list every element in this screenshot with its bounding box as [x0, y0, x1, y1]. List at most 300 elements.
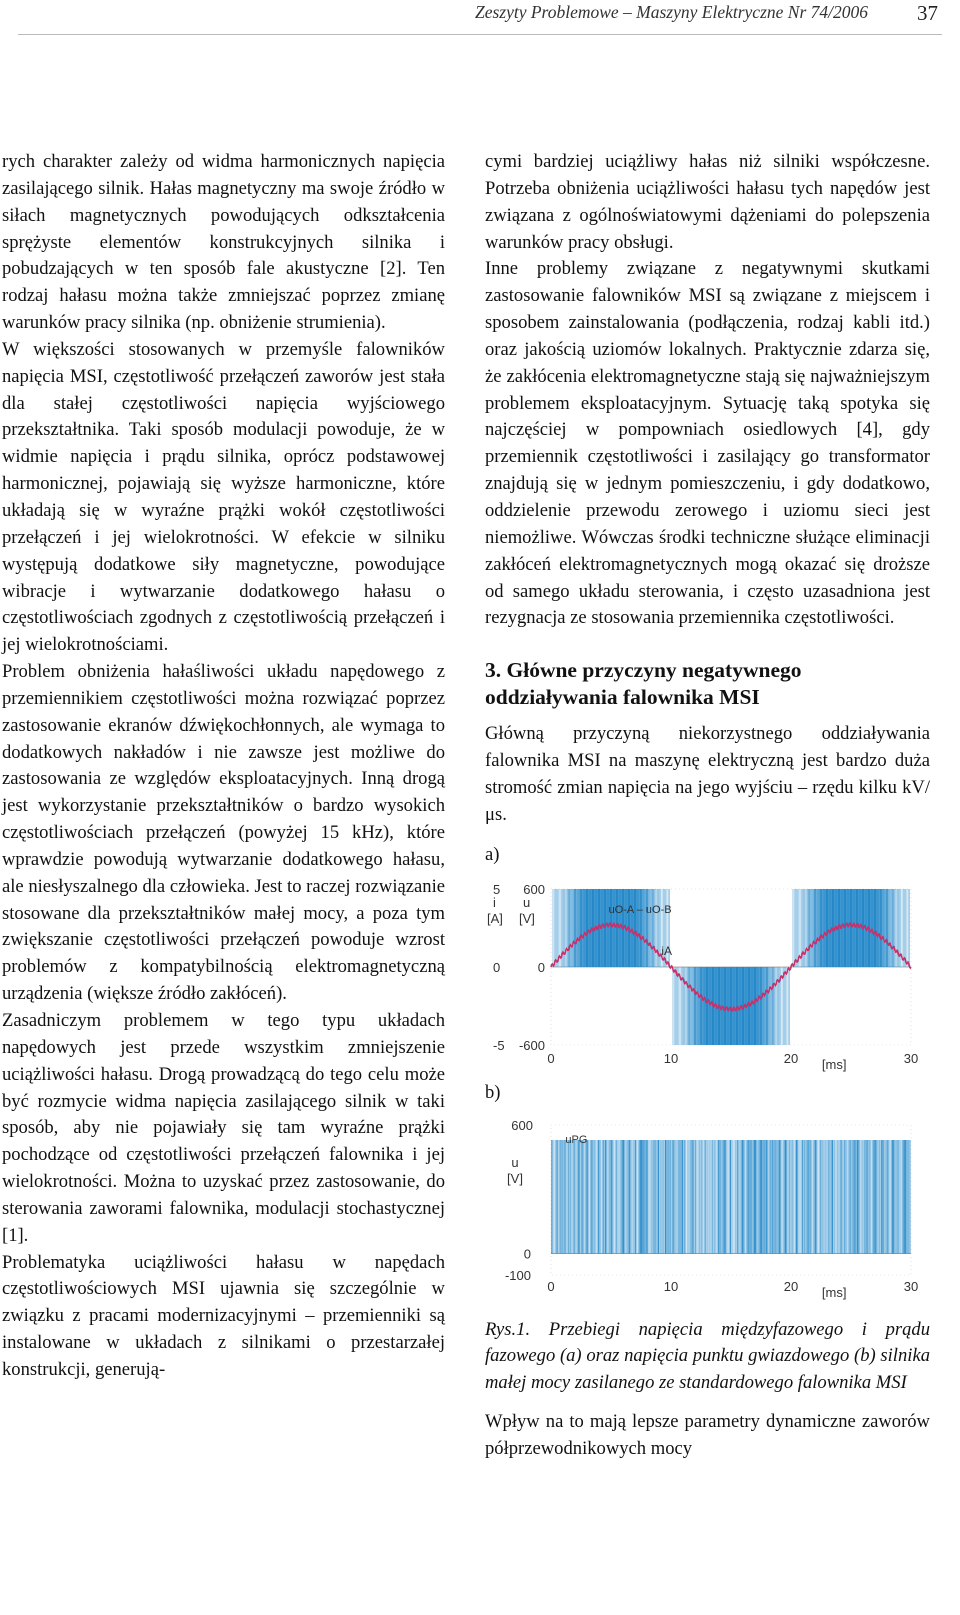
pwm-pulse — [700, 967, 701, 1045]
pwm-pulse — [617, 889, 618, 967]
pwm-pulse — [598, 1140, 599, 1254]
pwm-pulse — [648, 889, 649, 967]
pwm-pulse — [875, 889, 876, 967]
pwm-pulse — [578, 1140, 579, 1254]
pwm-pulse — [888, 1140, 889, 1254]
pwm-pulse — [760, 1140, 761, 1254]
pwm-pulse — [765, 1140, 766, 1254]
pwm-pulse — [740, 1140, 741, 1254]
pwm-pulse — [744, 1140, 745, 1254]
pwm-pulse — [762, 967, 763, 1045]
pwm-pulse — [650, 889, 651, 967]
pwm-pulse — [653, 1140, 654, 1254]
pwm-pulse — [757, 967, 758, 1045]
pwm-pulse — [654, 1140, 655, 1254]
right-tick-label: 0 — [537, 959, 545, 975]
pwm-pulse — [737, 1140, 738, 1254]
pwm-pulse — [807, 889, 808, 967]
pwm-pulse — [873, 889, 874, 967]
pwm-pulse — [777, 967, 778, 1045]
pwm-pulse — [653, 889, 654, 967]
pwm-pulse — [580, 889, 581, 967]
pwm-pulse — [662, 1140, 663, 1254]
pwm-pulse — [640, 889, 641, 967]
pwm-pulse — [630, 1140, 631, 1254]
pwm-pulse — [601, 1140, 602, 1254]
pwm-pulse — [730, 967, 731, 1045]
pwm-pulse — [603, 889, 604, 967]
pwm-pulse — [845, 1140, 846, 1254]
pwm-pulse — [876, 889, 877, 967]
pwm-pulse — [566, 889, 567, 967]
pwm-pulse — [759, 1140, 760, 1254]
pwm-pulse — [831, 1140, 832, 1254]
left-tick-label: -5 — [493, 1037, 505, 1053]
pwm-pulse — [766, 1140, 767, 1254]
pwm-pulse — [808, 889, 809, 967]
pwm-pulse — [882, 889, 883, 967]
pwm-pulse — [725, 1140, 726, 1254]
pwm-pulse — [894, 1140, 895, 1254]
pwm-pulse — [876, 1140, 877, 1254]
pwm-pulse — [747, 1140, 748, 1254]
pwm-pulse — [651, 889, 652, 967]
pwm-pulse — [820, 889, 821, 967]
pwm-pulse — [585, 1140, 586, 1254]
figure-b-plot-area — [551, 1125, 911, 1275]
pwm-pulse — [589, 1140, 590, 1254]
header-rule — [18, 34, 942, 35]
pwm-pulse — [867, 1140, 868, 1254]
pwm-pulse — [621, 1140, 622, 1254]
pwm-pulse — [678, 1140, 679, 1254]
section-heading: 3. Główne przyczyny negatywnego oddziaływania falownika MSI — [485, 658, 802, 710]
pwm-pulse — [639, 889, 640, 967]
pwm-pulse — [565, 889, 566, 967]
pwm-pulse — [874, 1140, 875, 1254]
pwm-pulse — [682, 1140, 683, 1254]
pwm-pulse — [730, 1140, 731, 1254]
pwm-pulse — [644, 1140, 645, 1254]
pwm-pulse — [847, 889, 848, 967]
pwm-pulse — [712, 1140, 713, 1254]
pwm-pulse — [698, 967, 699, 1045]
pwm-pulse — [620, 1140, 621, 1254]
pwm-pulse — [622, 1140, 623, 1254]
left-axis-unit: [A] — [487, 910, 503, 926]
legend-voltage: uPG — [565, 1133, 588, 1146]
pwm-pulse — [777, 1140, 778, 1254]
pwm-pulse — [607, 889, 608, 967]
pwm-pulse — [844, 1140, 845, 1254]
pwm-pulse — [789, 1140, 790, 1254]
pwm-pulse — [603, 1140, 604, 1254]
pwm-pulse — [904, 1140, 905, 1254]
pwm-pulse — [588, 889, 589, 967]
pwm-pulse — [854, 1140, 855, 1254]
pwm-pulse — [875, 1140, 876, 1254]
pwm-pulse — [857, 889, 858, 967]
pwm-pulse — [753, 1140, 754, 1254]
pwm-pulse — [786, 1140, 787, 1254]
pwm-pulse — [729, 967, 730, 1045]
x-tick-label: 10 — [663, 1278, 679, 1294]
pwm-pulse — [706, 967, 707, 1045]
right-axis-unit: [V] — [519, 910, 535, 926]
pwm-pulse — [779, 1140, 780, 1254]
figure-label-b: b) — [485, 1081, 501, 1103]
pwm-pulse — [704, 1140, 705, 1254]
pwm-pulse — [896, 889, 897, 967]
pwm-pulse — [714, 1140, 715, 1254]
right-tick-label: -600 — [518, 1037, 545, 1053]
pwm-pulse — [647, 889, 648, 967]
pwm-pulse — [898, 1140, 899, 1254]
pwm-pulse — [669, 1140, 670, 1254]
pwm-pulse — [596, 1140, 597, 1254]
pwm-pulse — [639, 1140, 640, 1254]
pwm-pulse — [891, 1140, 892, 1254]
pwm-pulse — [735, 1140, 736, 1254]
pwm-pulse — [629, 1140, 630, 1254]
pwm-pulse — [551, 1140, 552, 1254]
pwm-pulse — [756, 967, 757, 1045]
y-tick-label: -100 — [504, 1267, 531, 1283]
pwm-pulse — [908, 1140, 909, 1254]
pwm-pulse — [641, 889, 642, 967]
pwm-pulse — [627, 1140, 628, 1254]
pwm-pulse — [610, 1140, 611, 1254]
pwm-pulse — [881, 889, 882, 967]
pwm-pulse — [805, 889, 806, 967]
pwm-pulse — [797, 1140, 798, 1254]
pwm-pulse — [769, 1140, 770, 1254]
pwm-pulse — [681, 1140, 682, 1254]
pwm-pulse — [809, 1140, 810, 1254]
pwm-pulse — [646, 1140, 647, 1254]
pwm-pulse — [774, 1140, 775, 1254]
paragraph: rych charakter zależy od widma harmonicznych napięcia zasilającego silnik. Hałas magnetyczny ma swoje źródło w siłach magnetycznych powodujących odkształcenia sprężyste elementów konstrukcyjnych silnika i pobudzających w ten sposób fale akustyczne [2]. Ten rodzaj hałasu można także zmniejszać poprzez zmianę warunków pracy silnika (np. obniżenie strumienia). — [2, 151, 445, 334]
pwm-pulse — [609, 889, 610, 967]
pwm-pulse — [826, 889, 827, 967]
pwm-pulse — [767, 1140, 768, 1254]
pwm-pulse — [644, 889, 645, 967]
pwm-pulse — [695, 1140, 696, 1254]
pwm-pulse — [871, 1140, 872, 1254]
pwm-pulse — [771, 1140, 772, 1254]
pwm-pulse — [849, 889, 850, 967]
pwm-pulse — [812, 889, 813, 967]
pwm-pulse — [741, 1140, 742, 1254]
pwm-pulse — [727, 967, 728, 1045]
pwm-pulse — [808, 1140, 809, 1254]
pwm-pulse — [689, 967, 690, 1045]
pwm-pulse — [569, 889, 570, 967]
pwm-pulse — [755, 1140, 756, 1254]
pwm-pulse — [806, 1140, 807, 1254]
pwm-pulse — [586, 1140, 587, 1254]
pwm-pulse — [599, 1140, 600, 1254]
pwm-pulse — [666, 1140, 667, 1254]
pwm-pulse — [631, 889, 632, 967]
pwm-pulse — [566, 1140, 567, 1254]
pwm-pulse — [719, 1140, 720, 1254]
pwm-pulse — [696, 967, 697, 1045]
pwm-pulse — [881, 1140, 882, 1254]
pwm-pulse — [647, 1140, 648, 1254]
pwm-pulse — [856, 1140, 857, 1254]
pwm-pulse — [556, 1140, 557, 1254]
pwm-pulse — [636, 889, 637, 967]
pwm-pulse — [885, 889, 886, 967]
pwm-pulse — [672, 1140, 673, 1254]
pwm-pulse — [567, 889, 568, 967]
pwm-pulse — [800, 1140, 801, 1254]
x-tick-label: 10 — [663, 1050, 679, 1066]
pwm-pulse — [847, 1140, 848, 1254]
pwm-pulse — [856, 889, 857, 967]
pwm-pulse — [810, 889, 811, 967]
paragraph: Główną przyczyną niekorzystnego oddziaływania falownika MSI na maszynę elektryczną jest bardzo duża stromość zmian napięcia na jego wyjściu – rzędu kilku kV/μs. — [485, 723, 930, 825]
x-tick-label: 20 — [783, 1050, 799, 1066]
pwm-pulse — [708, 967, 709, 1045]
pwm-pulse — [738, 1140, 739, 1254]
x-tick-label: 20 — [783, 1278, 799, 1294]
pwm-pulse — [886, 889, 887, 967]
pwm-pulse — [568, 889, 569, 967]
pwm-pulse — [759, 967, 760, 1045]
pwm-pulse — [886, 1140, 887, 1254]
pwm-pulse — [770, 967, 771, 1045]
pwm-pulse — [578, 889, 579, 967]
pwm-pulse — [646, 889, 647, 967]
pwm-pulse — [735, 967, 736, 1045]
pwm-pulse — [628, 1140, 629, 1254]
pwm-pulse — [637, 889, 638, 967]
figure-caption: Rys.1. Przebiegi napięcia międzyfazowego i prądu fazowego (a) oraz napięcia punktu gwiazdowego (b) silnika małej mocy zasilanego ze standardowego falownika MSI — [485, 1318, 930, 1394]
right-axis-label: u — [523, 894, 531, 910]
pwm-pulse — [575, 889, 576, 967]
pwm-pulse — [656, 1140, 657, 1254]
pwm-pulse — [570, 1140, 571, 1254]
pwm-pulse — [891, 889, 892, 967]
pwm-pulse — [767, 967, 768, 1045]
pwm-pulse — [613, 889, 614, 967]
pwm-pulse — [650, 1140, 651, 1254]
x-tick-label: 0 — [547, 1278, 555, 1294]
pwm-pulse — [685, 967, 686, 1045]
pwm-pulse — [560, 1140, 561, 1254]
pwm-pulse — [761, 1140, 762, 1254]
pwm-pulse — [625, 1140, 626, 1254]
pwm-pulse — [814, 889, 815, 967]
pwm-pulse — [860, 1140, 861, 1254]
pwm-pulse — [823, 1140, 824, 1254]
pwm-pulse — [842, 1140, 843, 1254]
pwm-pulse — [661, 1140, 662, 1254]
pwm-pulse — [819, 889, 820, 967]
paragraph: Inne problemy związane z negatywnymi skutkami zastosowanie falowników MSI są związane z miejscem i sposobem zainstalowania (podłączenia, rodzaj kabli itd.) oraz jakością uziomów lokalnych. Praktycznie zdarza się, że zakłócenia elektromagnetyczne stają się najważniejszym problemem eksploatacyjnym. Sytuację taką spotyka się najczęściej w pompowniach osiedlowych [4], gdy przemiennik częstotliwości i zasilający go transformator znajdują się w jednym pomieszczeniu, i gdy dodatkowo, oddzielenie przewodu zerowego i uziomu sieci jest niemożliwe. Wówczas środki techniczne służące eliminacji zakłóceń elektromagnetycznych mogą okazać się droższe od samego układu sterowania, i często uzasadniona jest rezygnacja ze stosowania przemiennika częstotliwości. — [485, 258, 930, 629]
pwm-pulse — [582, 1140, 583, 1254]
pwm-pulse — [785, 1140, 786, 1254]
pwm-pulse — [606, 889, 607, 967]
pwm-pulse — [651, 1140, 652, 1254]
pwm-pulse — [605, 1140, 606, 1254]
pwm-pulse — [882, 1140, 883, 1254]
pwm-pulse — [815, 1140, 816, 1254]
pwm-pulse — [699, 967, 700, 1045]
pwm-pulse — [635, 889, 636, 967]
pwm-pulse — [837, 1140, 838, 1254]
pwm-pulse — [784, 1140, 785, 1254]
paragraph: Zasadniczym problemem w tego typu układach napędowych jest przede wszystkim zmniejszenie uciążliwości hałasu. Drogą prowadzącą do tego celu może być rozmycie widma napięcia zasilającego silnik w taki sposób, aby nie pojawiały się tam wyraźne prążki pochodzące od częstotliwości przełączeń falownika i jej wielokrotności. Można to uzyskać przez zastosowanie, do sterowania zaworami falownika, modulacji stochastycznej [1]. — [2, 1010, 445, 1246]
pwm-pulse — [753, 967, 754, 1045]
pwm-pulse — [832, 1140, 833, 1254]
pwm-pulse — [557, 1140, 558, 1254]
pwm-pulse — [552, 1140, 553, 1254]
pwm-pulse — [612, 889, 613, 967]
x-tick-label: 30 — [903, 1278, 919, 1294]
pwm-pulse — [630, 889, 631, 967]
pwm-pulse — [754, 967, 755, 1045]
pwm-pulse — [830, 1140, 831, 1254]
pwm-pulse — [626, 1140, 627, 1254]
pwm-pulse — [855, 1140, 856, 1254]
pwm-pulse — [731, 967, 732, 1045]
journal-title: Zeszyty Problemowe – Maszyny Elektryczne Nr 74/2006 — [474, 2, 868, 22]
pwm-pulse — [663, 1140, 664, 1254]
pwm-pulse — [773, 967, 774, 1045]
pwm-pulse — [858, 1140, 859, 1254]
pwm-pulse — [693, 1140, 694, 1254]
pwm-pulse — [705, 1140, 706, 1254]
pwm-pulse — [909, 1140, 910, 1254]
pwm-pulse — [686, 967, 687, 1045]
pwm-pulse — [574, 889, 575, 967]
pwm-pulse — [573, 1140, 574, 1254]
pwm-pulse — [615, 889, 616, 967]
pwm-pulse — [693, 967, 694, 1045]
pwm-pulse — [684, 1140, 685, 1254]
pwm-pulse — [568, 1140, 569, 1254]
left-axis-label: i — [493, 894, 496, 910]
pwm-pulse — [665, 1140, 666, 1254]
pwm-pulse — [895, 889, 896, 967]
pwm-pulse — [705, 967, 706, 1045]
pwm-pulse — [609, 1140, 610, 1254]
pwm-pulse — [888, 889, 889, 967]
pwm-pulse — [821, 889, 822, 967]
paragraph: Wpływ na to mają lepsze parametry dynamiczne zaworów półprzewodnikowych mocy — [485, 1411, 930, 1459]
pwm-pulse — [751, 967, 752, 1045]
paragraph: Problematyka uciążliwości hałasu w napędach częstotliwościowych MSI ujawnia się szczególnie w związku z pracami modernizacyjnymi – przemienniki są instalowane w układach z silnikami o przestarzałej konstrukcji, generują- — [2, 1251, 445, 1380]
pwm-pulse — [780, 1140, 781, 1254]
paragraph: Problem obniżenia hałaśliwości układu napędowego z przemiennikiem częstotliwości można rozwiązać poprzez zastosowanie ekranów dźwiękochłonnych, ale wymaga to dodatkowych nakładów i nie zawsze jest możliwe do zastosowania ze względów eksploatacyjnych. Inną drogą jest wykorzystanie przekształtników o bardzo wysokich częstotliwościach przełączeń (powyżej 15 kHz), które wprawdzie powodują wytwarzanie dodatkowego hałasu, ale niesłyszalnego dla człowieka. Jest to raczej rozwiązanie stosowane dla przekształtników małej mocy, a poza tym zwiększanie częstotliwości przełączeń powoduje wzrost problemów z kompatybilnością elektromagnetyczną urządzenia (większe źródło zakłóceń). — [2, 661, 445, 1005]
pwm-pulse — [564, 1140, 565, 1254]
pwm-pulse — [570, 889, 571, 967]
pwm-pulse — [773, 1140, 774, 1254]
pwm-pulse — [710, 1140, 711, 1254]
pwm-pulse — [611, 1140, 612, 1254]
pwm-pulse — [815, 889, 816, 967]
pwm-pulse — [581, 1140, 582, 1254]
pwm-pulse — [687, 967, 688, 1045]
pwm-pulse — [724, 967, 725, 1045]
pwm-pulse — [589, 889, 590, 967]
pwm-pulse — [633, 889, 634, 967]
right-tick-label: 600 — [523, 881, 545, 897]
pwm-pulse — [776, 1140, 777, 1254]
pwm-pulse — [586, 889, 587, 967]
pwm-pulse — [750, 1140, 751, 1254]
pwm-pulse — [893, 889, 894, 967]
pwm-pulse — [583, 889, 584, 967]
pwm-pulse — [835, 1140, 836, 1254]
pwm-pulse — [726, 967, 727, 1045]
pwm-pulse — [845, 889, 846, 967]
pwm-pulse — [701, 967, 702, 1045]
pwm-pulse — [771, 967, 772, 1045]
pwm-pulse — [623, 1140, 624, 1254]
pwm-pulse — [670, 1140, 671, 1254]
pwm-pulse — [850, 1140, 851, 1254]
pwm-pulse — [877, 889, 878, 967]
right-column — [485, 149, 930, 1463]
pwm-pulse — [810, 1140, 811, 1254]
pwm-pulse — [813, 1140, 814, 1254]
pwm-pulse — [897, 889, 898, 967]
pwm-pulse — [652, 889, 653, 967]
pwm-pulse — [765, 967, 766, 1045]
pwm-pulse — [772, 1140, 773, 1254]
pwm-pulse — [764, 967, 765, 1045]
pwm-pulse — [902, 1140, 903, 1254]
pwm-pulse — [846, 889, 847, 967]
pwm-pulse — [866, 1140, 867, 1254]
pwm-pulse — [873, 1140, 874, 1254]
pwm-pulse — [573, 889, 574, 967]
pwm-pulse — [574, 1140, 575, 1254]
pwm-pulse — [857, 1140, 858, 1254]
pwm-pulse — [736, 967, 737, 1045]
pwm-pulse — [822, 889, 823, 967]
pwm-pulse — [592, 1140, 593, 1254]
pwm-pulse — [869, 1140, 870, 1254]
pwm-pulse — [758, 1140, 759, 1254]
pwm-pulse — [762, 1140, 763, 1254]
pwm-pulse — [645, 1140, 646, 1254]
pwm-pulse — [748, 1140, 749, 1254]
pwm-pulse — [818, 889, 819, 967]
pwm-pulse — [635, 1140, 636, 1254]
pwm-pulse — [772, 967, 773, 1045]
figure-b-pwm-voltage-series — [551, 1140, 910, 1254]
pwm-pulse — [690, 967, 691, 1045]
pwm-pulse — [905, 1140, 906, 1254]
pwm-pulse — [828, 889, 829, 967]
pwm-pulse — [827, 889, 828, 967]
pwm-pulse — [887, 889, 888, 967]
pwm-pulse — [768, 967, 769, 1045]
pwm-pulse — [572, 889, 573, 967]
pwm-pulse — [892, 1140, 893, 1254]
pwm-pulse — [851, 889, 852, 967]
pwm-pulse — [806, 889, 807, 967]
plot-frame — [551, 1125, 911, 1275]
pwm-pulse — [796, 1140, 797, 1254]
pwm-pulse — [874, 889, 875, 967]
pwm-pulse — [755, 967, 756, 1045]
